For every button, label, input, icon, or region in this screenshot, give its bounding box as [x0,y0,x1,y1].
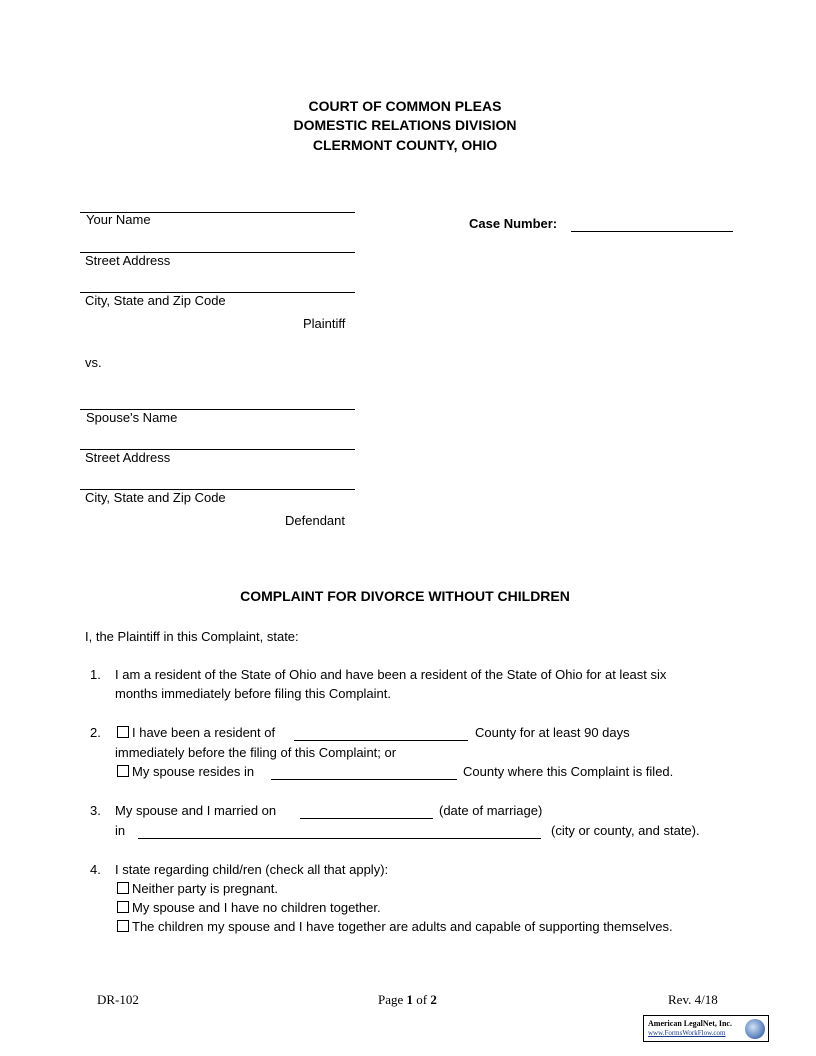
plaintiff-city-label: City, State and Zip Code [85,293,226,308]
logo-url[interactable]: www.FormsWorkFlow.com [648,1029,726,1037]
item-4-option-2 [117,900,381,915]
county-title: CLERMONT COUNTY, OHIO [312,137,498,153]
form-id: DR-102 [97,992,139,1007]
defendant-label: Defendant [285,513,345,528]
defendant-city-label: City, State and Zip Code [85,490,226,505]
item-1-number: 1. [90,667,101,682]
item-4-option-3-label: The children my spouse and I have together are adults and capable of supporting themselves. [132,919,673,934]
adult-children-checkbox[interactable] [117,920,129,932]
division-title: DOMESTIC RELATIONS DIVISION [293,117,517,133]
defendant-street-label: Street Address [85,450,171,465]
item-4-option-2-label: My spouse and I have no children together. [132,900,381,915]
item-2-option-b [117,764,254,779]
resident-county-field[interactable] [294,740,468,741]
item-2-number: 2. [90,725,101,740]
revision: Rev. 4/18 [668,992,718,1007]
legalnet-logo[interactable] [643,1015,769,1042]
intro-text: I, the Plaintiff in this Complaint, state: [85,629,299,644]
item-4-lead: I state regarding child/ren (check all that apply): [115,862,389,877]
case-number-label: Case Number: [469,216,558,231]
item-1-line-2: months immediately before filing this Complaint. [115,686,392,701]
vs-label: vs. [85,355,102,370]
item-2-b-pre: My spouse resides in [132,764,255,779]
plaintiff-street-label: Street Address [85,253,171,268]
item-4-option-1 [117,881,278,896]
marriage-place-field[interactable] [138,838,541,839]
item-2-a-pre: I have been a resident of [132,725,276,740]
spouse-resides-checkbox[interactable] [117,765,129,777]
page-number: 1 [406,992,414,1007]
not-pregnant-checkbox[interactable] [117,882,129,894]
item-4-option-3 [117,919,673,934]
item-4-number: 4. [90,862,101,877]
item-2-option-a [117,725,275,740]
page-word: Page [378,992,404,1007]
marriage-date-field[interactable] [300,818,433,819]
item-3-in: in [115,823,126,838]
globe-icon [745,1019,765,1039]
item-3-in-post: (city or county, and state). [551,823,700,838]
logo-company: American LegalNet, Inc. [648,1019,732,1028]
complaint-title: COMPLAINT FOR DIVORCE WITHOUT CHILDREN [240,588,570,604]
no-children-checkbox[interactable] [117,901,129,913]
page-indicator [378,992,437,1008]
your-name-label: Your Name [86,212,151,227]
case-number-line[interactable] [571,231,733,232]
item-2-b-post: County where this Complaint is filed. [463,764,674,779]
item-2-a-line-2: immediately before the filing of this Complaint; or [115,745,397,760]
item-3-post: (date of marriage) [439,803,543,818]
page-total: 2 [430,992,437,1007]
item-3-pre: My spouse and I married on [115,803,277,818]
item-2-a-post: County for at least 90 days [475,725,630,740]
item-1-line-1: I am a resident of the State of Ohio and have been a resident of the State of Ohio for at least six [115,667,667,682]
spouse-county-field[interactable] [271,779,457,780]
item-4-option-1-label: Neither party is pregnant. [132,881,278,896]
of-word: of [416,992,428,1007]
court-title: COURT OF COMMON PLEAS [308,98,502,114]
item-3-number: 3. [90,803,101,818]
spouse-name-label: Spouse's Name [86,410,178,425]
resident-county-checkbox[interactable] [117,726,129,738]
plaintiff-label: Plaintiff [303,316,346,331]
